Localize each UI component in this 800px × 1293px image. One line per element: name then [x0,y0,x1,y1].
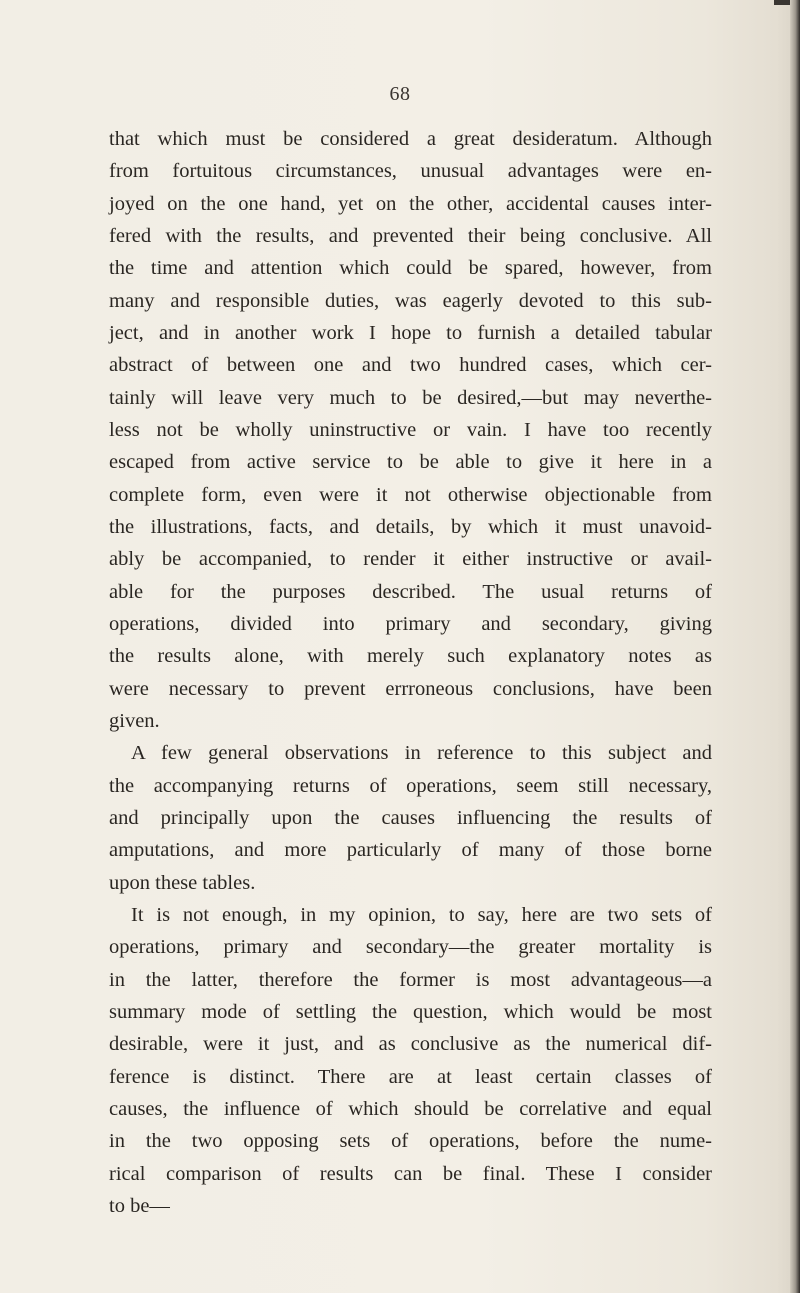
text-line: tainly will leave very much to be desired,—but may neverthe- [109,386,712,409]
text-line: summary mode of settling the question, which would be most [109,1000,712,1023]
text-line: It is not enough, in my opinion, to say, here are two sets of [131,903,712,926]
text-line: operations, primary and secondary—the greater mortality is [109,936,712,959]
body-text [109,123,712,1222]
text-line: abstract of between one and two hundred cases, which cer- [109,354,712,377]
page-gutter-edge [790,0,800,1293]
text-line: escaped from active service to be able to give it here in a [109,451,712,474]
text-line: ably be accompanied, to render it either instructive or avail- [109,548,712,571]
text-line: A few general observations in reference to this subject and [131,742,712,765]
text-line: rical comparison of results can be final. These I consider [109,1162,712,1185]
text-line: operations, divided into primary and secondary, giving [109,612,712,635]
text-line: the accompanying returns of operations, seem still necessary, [109,774,712,797]
text-line: the results alone, with merely such explanatory notes as [109,645,712,668]
text-line: fered with the results, and prevented their being conclusive. All [109,224,712,247]
text-line: desirable, were it just, and as conclusive as the numerical dif- [109,1033,712,1056]
text-line: the time and attention which could be spared, however, from [109,257,712,280]
text-line: joyed on the one hand, yet on the other, accidental causes inter- [109,192,712,215]
text-line: amputations, and more particularly of many of those borne [109,839,712,862]
text-line: from fortuitous circumstances, unusual advantages were en- [109,160,712,183]
text-line: ject, and in another work I hope to furnish a detailed tabular [109,321,712,344]
text-line: to be— [109,1194,170,1217]
text-line: complete form, even were it not otherwise objectionable from [109,483,712,506]
text-line: upon these tables. [109,871,256,894]
text-line: in the two opposing sets of operations, before the nume- [109,1130,712,1153]
text-line: causes, the influence of which should be correlative and equal [109,1097,712,1120]
text-line: the illustrations, facts, and details, by which it must unavoid- [109,515,712,538]
text-line: given. [109,709,160,732]
text-line: ference is distinct. There are at least certain classes of [109,1065,712,1088]
text-line: and principally upon the causes influencing the results of [109,806,712,829]
text-line: were necessary to prevent errroneous conclusions, have been [109,677,712,700]
page-number: 68 [389,83,411,105]
text-line: many and responsible duties, was eagerly devoted to this sub- [109,289,712,312]
text-line: less not be wholly uninstructive or vain. I have too recently [109,418,712,441]
text-line: that which must be considered a great desideratum. Although [109,128,712,150]
text-line: in the latter, therefore the former is most advantageous—a [109,968,712,991]
text-line: able for the purposes described. The usual returns of [109,580,712,603]
